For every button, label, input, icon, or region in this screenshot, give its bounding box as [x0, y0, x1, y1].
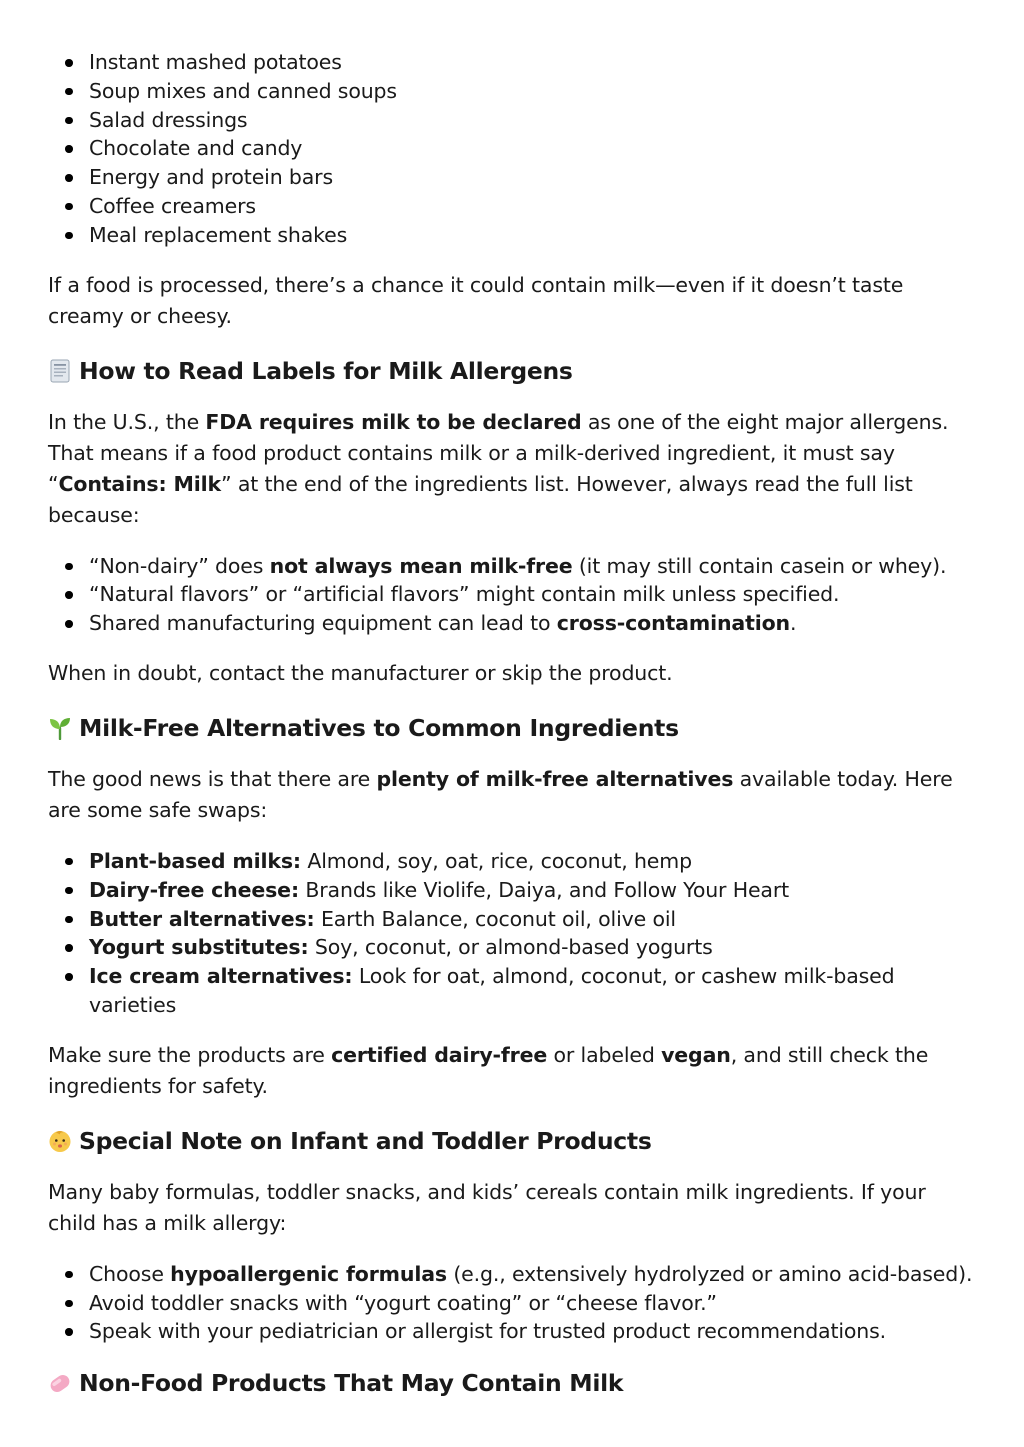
- document-icon: [48, 359, 72, 383]
- soap-icon: [48, 1371, 72, 1395]
- heading-text: Non-Food Products That May Contain Milk: [79, 1369, 624, 1398]
- list-item: Dairy-free cheese: Brands like Violife, Daiya, and Follow Your Heart: [48, 876, 978, 905]
- processed-foods-list: [48, 48, 978, 250]
- list-item: Plant-based milks: Almond, soy, oat, rice, coconut, hemp: [48, 847, 978, 876]
- processed-note: If a food is processed, there’s a chance it could contain milk—even if it doesn’t taste creamy or cheesy.: [48, 272, 904, 328]
- alternatives-intro: The good news is that there are plenty of milk-free alternatives available today. Here are some safe swaps:: [48, 766, 953, 822]
- heading-text: Special Note on Infant and Toddler Products: [79, 1126, 652, 1155]
- article-page: [48, 48, 978, 1400]
- baby-icon: [48, 1129, 72, 1153]
- list-item: Butter alternatives: Earth Balance, coconut oil, olive oil: [48, 905, 978, 934]
- section-heading-labels: [48, 354, 978, 388]
- infant-intro: Many baby formulas, toddler snacks, and kids’ cereals contain milk ingredients. If your child has a milk allergy:: [48, 1179, 926, 1235]
- section-heading-alternatives: [48, 711, 978, 745]
- labels-list: [48, 552, 978, 638]
- list-item: Energy and protein bars: [48, 163, 978, 192]
- alternatives-list: [48, 847, 978, 1020]
- list-item: “Non-dairy” does not always mean milk-free (it may still contain casein or whey).: [48, 552, 978, 581]
- alternatives-closing: Make sure the products are certified dairy-free or labeled vegan, and still check the ingredients for safety.: [48, 1042, 929, 1098]
- labels-closing: When in doubt, contact the manufacturer or skip the product.: [48, 660, 673, 685]
- section-heading-infant: [48, 1124, 978, 1158]
- list-item: Soup mixes and canned soups: [48, 77, 978, 106]
- infant-list: [48, 1260, 978, 1346]
- list-item: Yogurt substitutes: Soy, coconut, or almond-based yogurts: [48, 933, 978, 962]
- list-item: Chocolate and candy: [48, 134, 978, 163]
- heading-text: How to Read Labels for Milk Allergens: [79, 356, 573, 385]
- seedling-icon: [48, 716, 72, 740]
- section-heading-nonfood: [48, 1366, 978, 1400]
- list-item: Avoid toddler snacks with “yogurt coating” or “cheese flavor.”: [48, 1289, 978, 1318]
- heading-text: Milk-Free Alternatives to Common Ingredients: [79, 713, 679, 742]
- list-item: Speak with your pediatrician or allergist for trusted product recommendations.: [48, 1317, 978, 1346]
- list-item: Ice cream alternatives: Look for oat, almond, coconut, or cashew milk-based varieties: [48, 962, 978, 1020]
- labels-intro: In the U.S., the FDA requires milk to be declared as one of the eight major allergens. That means if a food product contains milk or a milk-derived ingredient, it must say “Contains: Milk” at the end of the ingredients list. However, always read the full list because:: [48, 409, 949, 527]
- list-item: Coffee creamers: [48, 192, 978, 221]
- list-item: Choose hypoallergenic formulas (e.g., extensively hydrolyzed or amino acid-based).: [48, 1260, 978, 1289]
- list-item: Shared manufacturing equipment can lead to cross-contamination.: [48, 609, 978, 638]
- list-item: Salad dressings: [48, 106, 978, 135]
- list-item: Instant mashed potatoes: [48, 48, 978, 77]
- list-item: Meal replacement shakes: [48, 221, 978, 250]
- list-item: “Natural flavors” or “artificial flavors” might contain milk unless specified.: [48, 580, 978, 609]
